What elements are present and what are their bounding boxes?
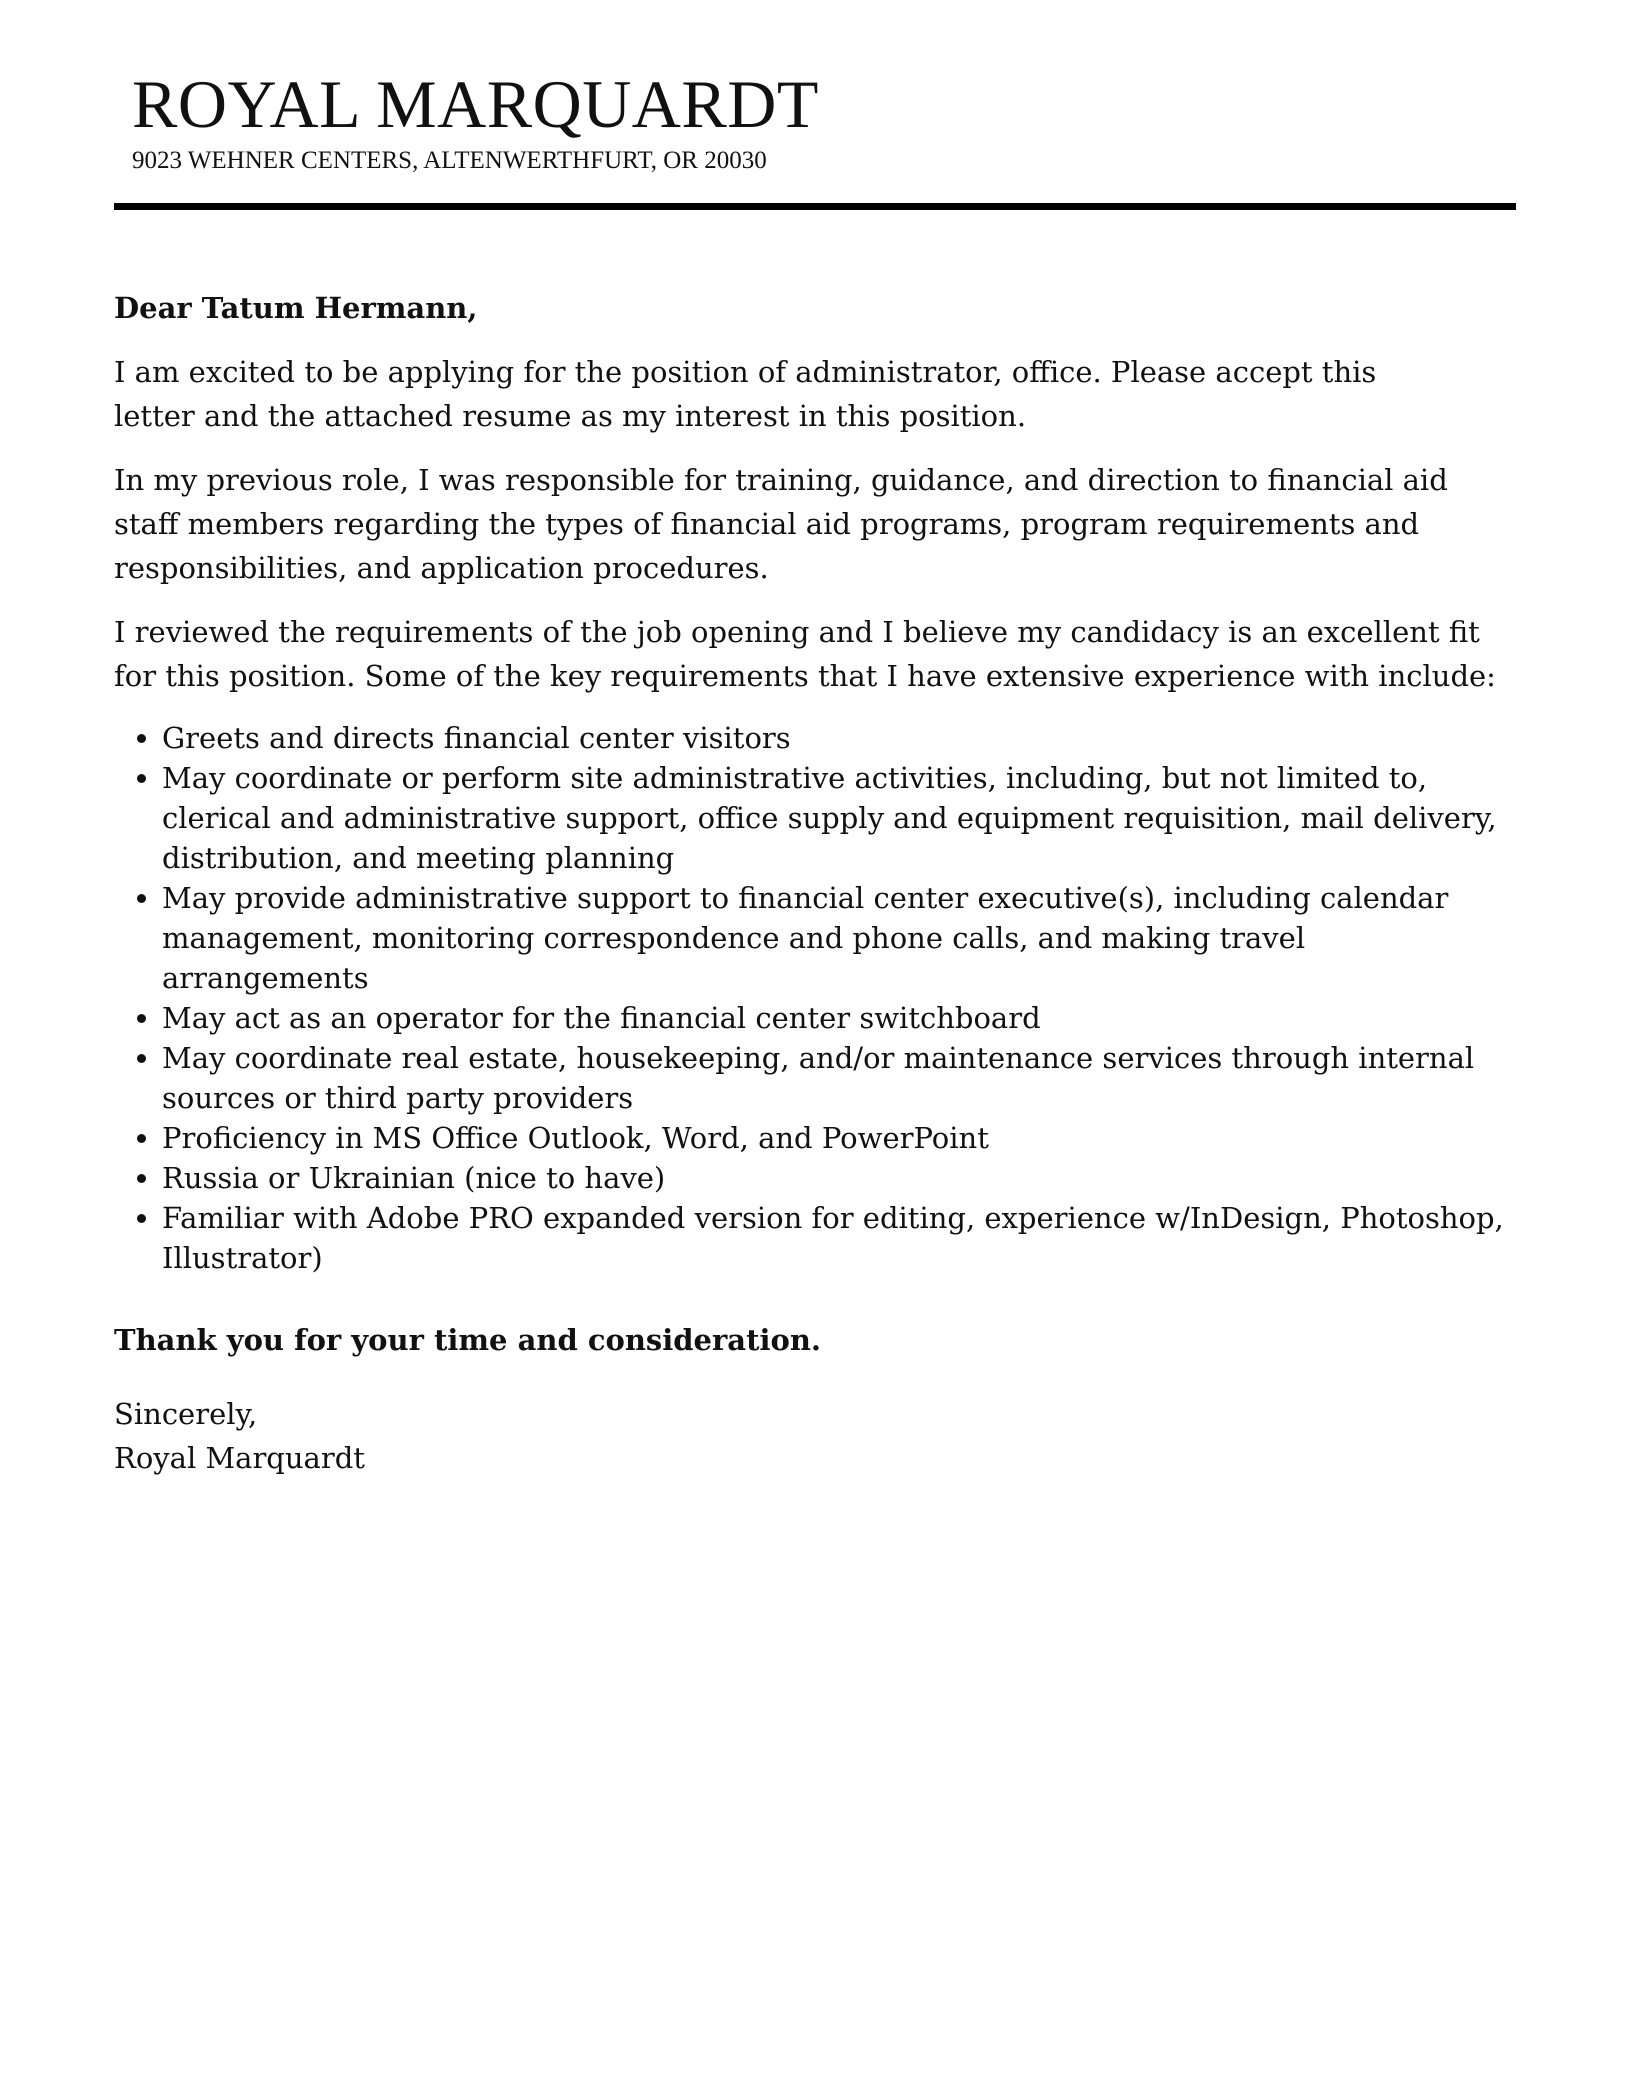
closing-line: Thank you for your time and consideration. [114, 1323, 822, 1357]
sender-name: ROYAL MARQUARDT [132, 66, 819, 142]
list-item: • May coordinate real estate, housekeeping, and/or maintenance services through internal sources or third party providers [162, 1038, 1516, 1118]
requirements-intro-paragraph: I reviewed the requirements of the job opening and I believe my candidacy is an excellent fit for this position. Some of the key requirements that I have extensive experience with include: [114, 615, 1496, 693]
requirements-list [114, 718, 1516, 1278]
signoff: Sincerely, [114, 1397, 258, 1431]
sender-address: 9023 WEHNER CENTERS, ALTENWERTHFURT, OR 20030 [132, 147, 767, 174]
signoff-block [114, 1392, 1516, 1480]
signature-name: Royal Marquardt [114, 1441, 365, 1475]
list-item: • May act as an operator for the financial center switchboard [162, 998, 1516, 1038]
list-item: • May provide administrative support to financial center executive(s), including calendar management, monitoring correspondence and phone calls, and making travel arrangements [162, 878, 1516, 998]
list-item: • May coordinate or perform site administrative activities, including, but not limited to, clerical and administrative support, office supply and equipment requisition, mail delivery, distribution, and meeting planning [162, 758, 1516, 878]
letterhead [132, 64, 1512, 178]
salutation: Dear Tatum Hermann, [114, 291, 478, 325]
list-item: • Proficiency in MS Office Outlook, Word, and PowerPoint [162, 1118, 1516, 1158]
intro-paragraph: I am excited to be applying for the position of administrator, office. Please accept this letter and the attached resume as my interest in this position. [114, 355, 1377, 433]
list-item: • Russia or Ukrainian (nice to have) [162, 1158, 1516, 1198]
experience-paragraph: In my previous role, I was responsible for training, guidance, and direction to financial aid staff members regarding the types of financial aid programs, program requirements and responsibilities, and application procedures. [114, 463, 1448, 585]
list-item: • Familiar with Adobe PRO expanded version for editing, experience w/InDesign, Photoshop, Illustrator) [162, 1198, 1516, 1278]
letter-body [114, 286, 1516, 1480]
list-item: • Greets and directs financial center visitors [162, 718, 1516, 758]
header-divider [114, 203, 1516, 210]
